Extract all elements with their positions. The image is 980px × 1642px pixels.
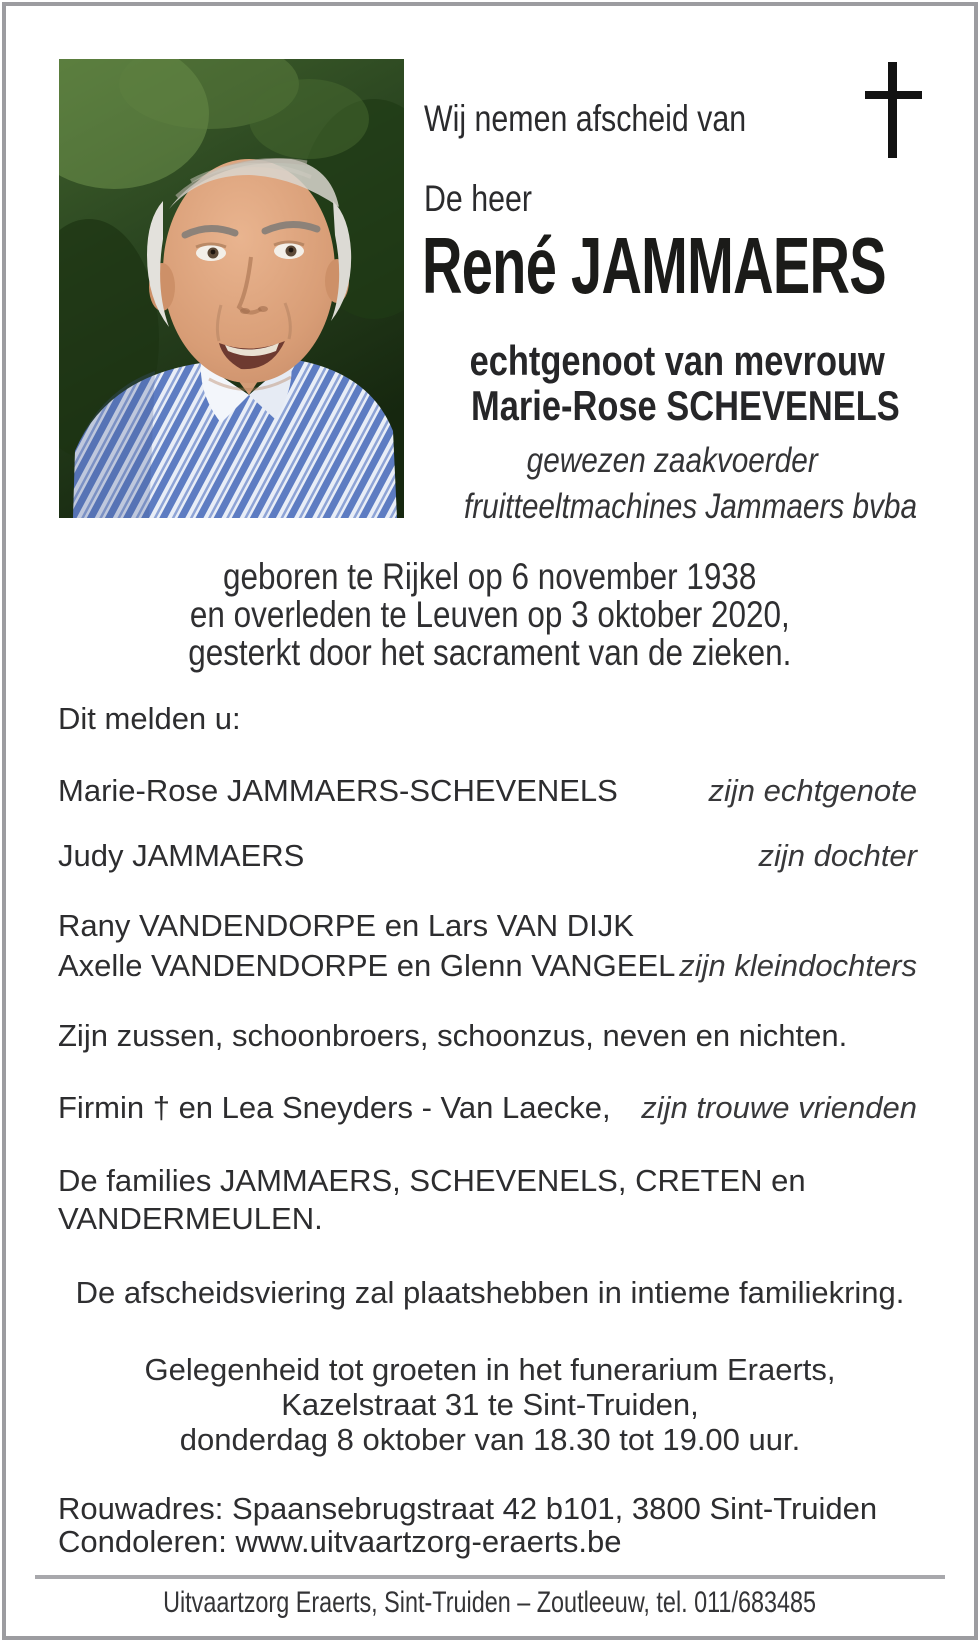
funeral-home-footer [0, 1588, 980, 1618]
spouse-block [424, 338, 920, 428]
intro-line-text: Wij nemen afscheid van [424, 98, 747, 139]
announcement-heading: Dit melden u: [58, 701, 241, 736]
relative-row [58, 775, 917, 806]
life-dates-block [0, 558, 980, 672]
visitation-line1: Gelegenheid tot groeten in het funerarium Eraerts, [144, 1352, 836, 1387]
relative-names: Rany VANDENDORPE en Lars VAN DIJK [58, 908, 634, 943]
intro-line [424, 100, 817, 137]
relative-row [58, 1092, 917, 1123]
relative-names: Judy JAMMAERS [58, 838, 305, 873]
profession-block [424, 438, 920, 530]
dates-line1: geboren te Rijkel op 6 november 1938 [223, 556, 757, 597]
funeral-home-footer-text: Uitvaartzorg Eraerts, Sint-Truiden – Zoutleeuw, tel. 011/683485 [163, 1586, 817, 1619]
spouse-line1: echtgenoot van mevrouw [469, 337, 885, 384]
visitation-line2: Kazelstraat 31 te Sint-Truiden, [281, 1387, 699, 1422]
visitation-line3: donderdag 8 oktober van 18.30 tot 19.00 uur. [179, 1422, 801, 1457]
condolence-address: Condoleren: www.uitvaartzorg-eraerts.be [58, 1524, 622, 1559]
relative-relation: zijn trouwe vrienden [641, 1090, 917, 1125]
visitation-block [0, 1352, 980, 1457]
profession-line1: gewezen zaakvoerder [526, 441, 818, 480]
deceased-name [422, 221, 980, 310]
relative-row [58, 950, 917, 981]
relative-names: Axelle VANDENDORPE en Glenn VANGEEL [58, 948, 676, 983]
profession-line2: fruitteeltmachines Jammaers bvba [463, 487, 918, 526]
dates-line2: en overleden te Leuven op 3 oktober 2020, [190, 594, 790, 635]
addresses-block [58, 1492, 877, 1558]
relative-names: Firmin † en Lea Sneyders - Van Laecke, [58, 1090, 611, 1125]
deceased-name-text: René JAMMAERS [422, 221, 886, 310]
relative-names: Marie-Rose JAMMAERS-SCHEVENELS [58, 773, 618, 808]
relative-names: De families JAMMAERS, SCHEVENELS, CRETEN en [58, 1163, 806, 1198]
footer-divider [35, 1575, 945, 1579]
relative-names: VANDERMEULEN. [58, 1201, 323, 1236]
mourning-address: Rouwadres: Spaansebrugstraat 42 b101, 3800 Sint-Truiden [58, 1491, 878, 1526]
relative-row [58, 840, 917, 871]
relative-relation: zijn echtgenote [708, 773, 917, 808]
dates-line3: gesterkt door het sacrament van de zieken. [188, 632, 792, 673]
portrait-photo [59, 59, 404, 518]
relative-relation: zijn kleindochters [679, 948, 917, 983]
salutation-text: De heer [424, 178, 532, 219]
spouse-line2: Marie-Rose SCHEVENELS [471, 382, 900, 429]
relative-names: Zijn zussen, schoonbroers, schoonzus, neven en nichten. [58, 1018, 848, 1053]
salutation [424, 180, 556, 217]
relative-relation: zijn dochter [758, 838, 917, 873]
ceremony-line: De afscheidsviering zal plaatshebben in intieme familiekring. [75, 1275, 905, 1310]
